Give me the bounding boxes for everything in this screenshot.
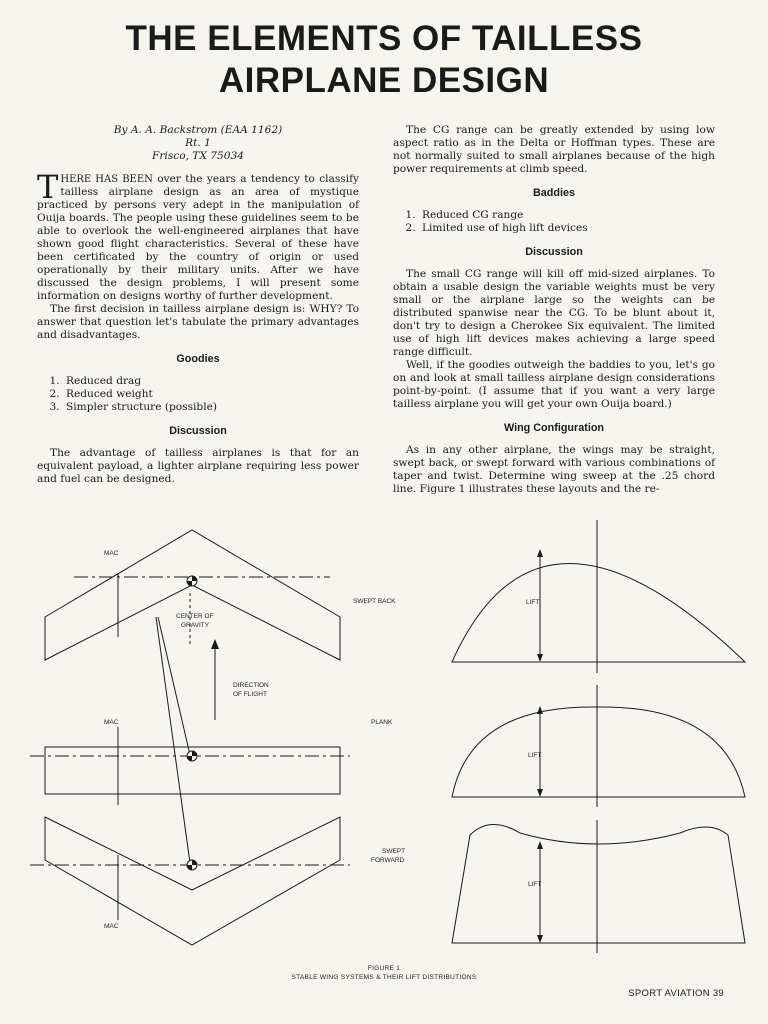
caption-line-1: FIGURE 1: [367, 965, 401, 972]
list-item: 1. Reduced CG range: [419, 209, 715, 222]
discussion-heading-right: Discussion: [525, 246, 583, 258]
discussion-heading-left: Discussion: [169, 425, 227, 437]
intro-caps: HERE HAS BEEN: [60, 174, 153, 185]
article-title: [0, 18, 768, 102]
page-footer: SPORT AVIATION 39: [628, 988, 724, 999]
list-item: 3. Simpler structure (possible): [63, 401, 359, 414]
lift-label-3: LIFT: [528, 881, 542, 888]
swept-back-wing: [45, 530, 340, 660]
paragraph-cg-range: The CG range can be greatly extended by using low aspect ratio as in the Delta or Hoffman types. These are not normally suited to small airplanes because of the high power requirements at climb speed.: [393, 124, 715, 175]
list-item: 2. Reduced weight: [63, 388, 359, 401]
lift-distribution-swept-back: [452, 564, 745, 663]
intro-text: over the years a tendency to classify tailless airplane design as an area of mystique practiced by persons very adept in the manipulation of Ouija boards. The people using these guidelines seem to be able to overlook the well-engineered airplanes that have shown good flight characteristics. Several of these have been certificated by the country of origin or used operationally by their military units. After we have discussed the design problems, I will present some information on designs worthy of further development.: [37, 173, 359, 302]
byline-route: Rt. 1: [185, 137, 211, 149]
lift-distribution-swept-forward: [452, 824, 745, 943]
byline-author: By A. A. Backstrom (EAA 1162): [113, 124, 283, 136]
paragraph-small-cg: The small CG range will kill off mid-sized airplanes. To obtain a usable design the variable weights must be very small or the airplane large so the weights can be distributed spanwise near the CG. To be blunt about it, don't try to design a Cherokee Six equivalent. The limited use of high lift devices makes achieving a large speed range difficult.: [393, 268, 715, 358]
left-column: [37, 124, 359, 486]
paragraph-goodies-outweigh: Well, if the goodies outweigh the baddies to you, let's go on and look at small tailless airplane design considerations point-by-point. (I assume that if you want a very large tailless airplane you will get your own Ouija board.): [393, 359, 715, 410]
goodies-heading: Goodies: [176, 353, 220, 365]
lift-label-2: LIFT: [528, 752, 542, 759]
swept-forward-wing: [45, 817, 340, 945]
baddies-heading: Baddies: [532, 187, 575, 199]
caption-line-2: STABLE WING SYSTEMS & THEIR LIFT DISTRIBUTIONS: [291, 974, 477, 981]
intro-paragraph: [37, 168, 359, 303]
wing-configuration-heading: Wing Configuration: [503, 422, 605, 434]
lift-distribution-plank: [452, 707, 745, 797]
swept-back-label: SWEPT BACK: [353, 598, 396, 605]
figure-caption: [0, 964, 768, 982]
direction-label-line2: OF FLIGHT: [233, 691, 267, 698]
byline: [37, 124, 359, 163]
title-line-1: THE ELEMENTS OF TAILLESS: [125, 19, 643, 58]
mac-label-top: MAC: [104, 550, 119, 557]
cg-symbols: [187, 576, 197, 870]
mac-label-mid: MAC: [104, 719, 119, 726]
lift-label-1: LIFT: [526, 599, 540, 606]
byline-city: Frisco, TX 75034: [152, 150, 244, 162]
cg-label-line1: CENTER OF: [176, 613, 214, 620]
paragraph-wing-config: As in any other airplane, the wings may be straight, swept back, or swept forward with various combinations of taper and twist. Determine wing sweep at the .25 chord line. Figure 1 illustrates these layouts and the re-: [393, 444, 715, 495]
plank-label: PLANK: [371, 719, 393, 726]
drop-cap: T: [37, 168, 59, 206]
list-item: 1. Reduced drag: [63, 375, 359, 388]
swept-forward-label-line1: SWEPT: [382, 848, 406, 855]
title-line-2: AIRPLANE DESIGN: [218, 61, 550, 100]
figure-1-diagram: [0, 515, 768, 985]
goodies-list: [37, 375, 359, 414]
paragraph-why: The first decision in tailless airplane design is: WHY? To answer that question let's tabulate the primary advantages and disadvantages.: [37, 303, 359, 341]
mac-label-bottom: MAC: [104, 923, 119, 930]
paragraph-advantage: The advantage of tailless airplanes is that for an equivalent payload, a lighter airplane requiring less power and fuel can be designed.: [37, 447, 359, 485]
cg-label-line2: GRAVITY: [181, 622, 210, 629]
baddies-list: [393, 209, 715, 235]
right-column: [393, 124, 715, 496]
direction-label-line1: DIRECTION: [233, 682, 269, 689]
swept-forward-label-line2: FORWARD: [371, 857, 405, 864]
list-item: 2. Limited use of high lift devices: [419, 222, 715, 235]
